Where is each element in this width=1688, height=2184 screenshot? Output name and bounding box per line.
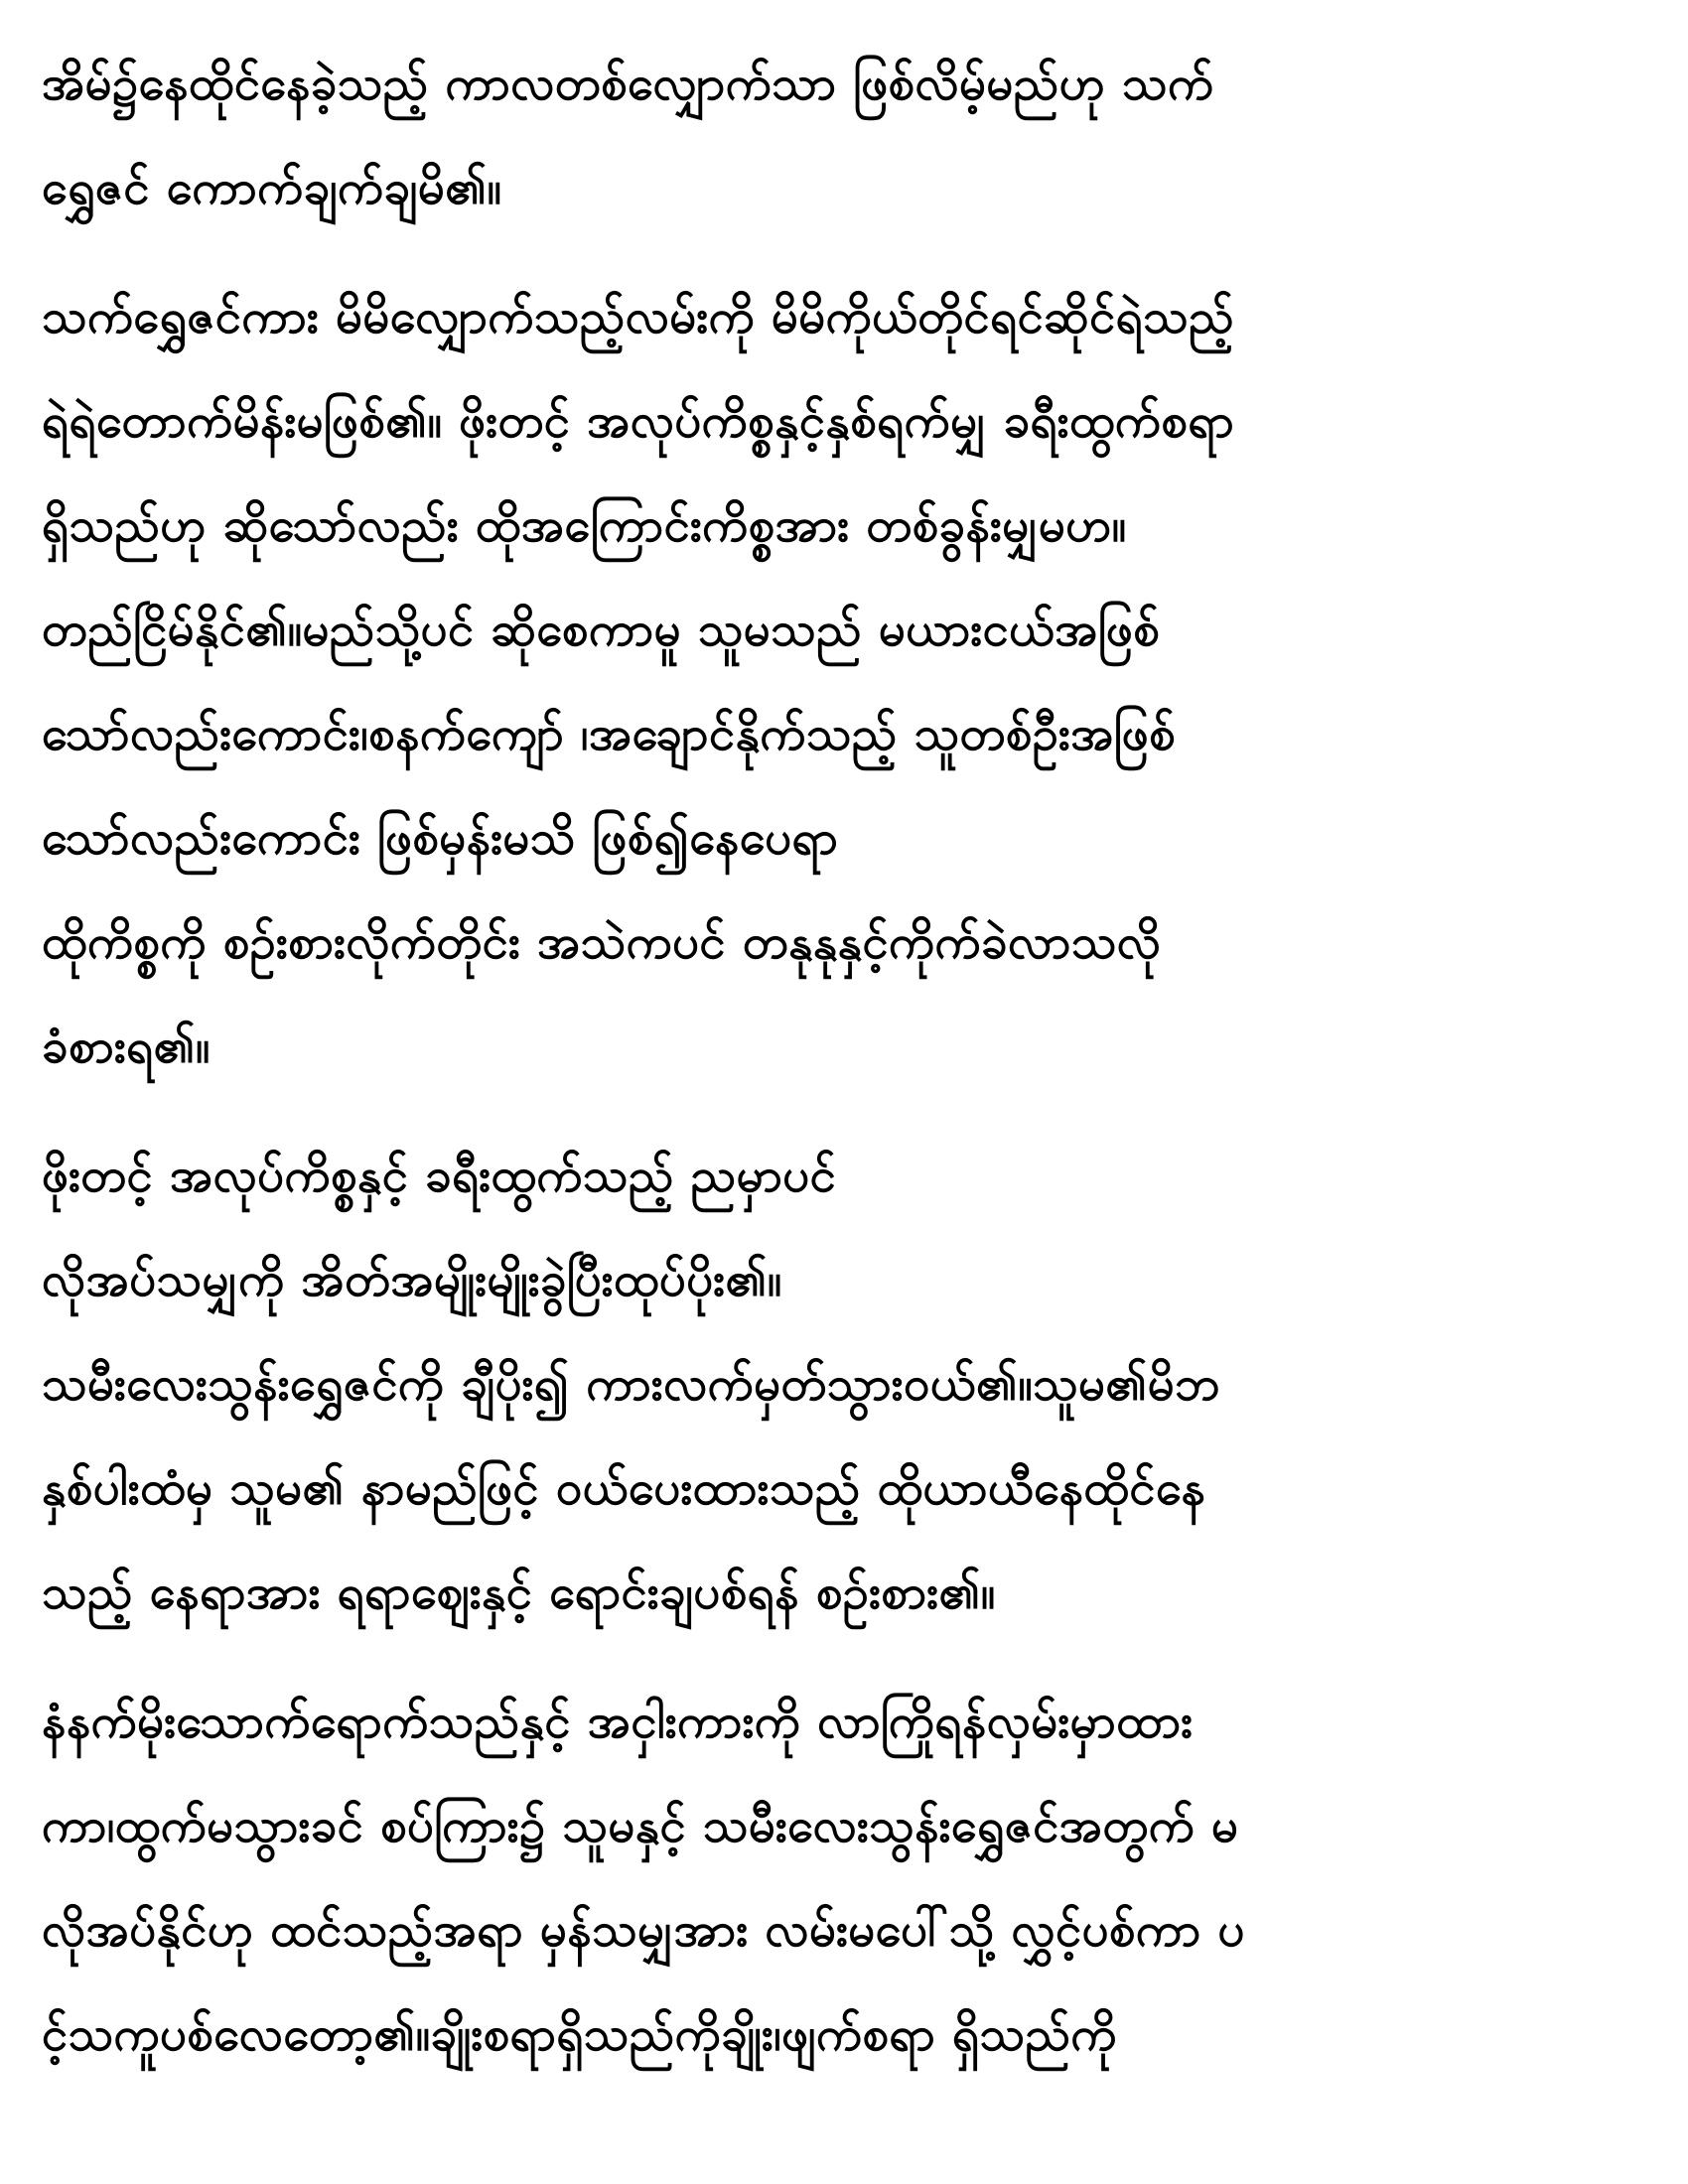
paragraph-3-line-5: သည့် နေရာအား ရရာဈေးနှင့် ရောင်းချပစ်ရန် စဉ်းစား၏။ — [42, 1566, 996, 1620]
paragraph-3-line-2: လိုအပ်သမျှကို အိတ်အမျိုးမျိုးခွဲပြီးထုပ်ပိုး၏။ — [42, 1253, 782, 1307]
paragraph-2-line-4: တည်ငြိမ်နိုင်၏။မည်သို့ပင် ဆိုစေကာမူ သူမသည် မယားငယ်အဖြစ် — [42, 603, 1161, 657]
paragraph-3-line-4: နှစ်ပါးထံမှ သူမ၏ နာမည်ဖြင့် ဝယ်ပေးထားသည့် ထိုယာယီနေထိုင်နေ — [42, 1461, 1206, 1516]
paragraph-3-line-1: ဖိုးတင့် အလုပ်ကိစ္စနှင့် ခရီးထွက်သည့် ညမှာပင် — [42, 1149, 837, 1203]
paragraph-4-line-3: လိုအပ်နိုင်ဟု ထင်သည့်အရာ မှန်သမျှအား လမ်းမပေါ်သို့ လွှင့်ပစ်ကာ ပ — [42, 1903, 1245, 1958]
paragraph-1-line-1: အိမ်၌နေထိုင်နေခဲ့သည့် ကာလတစ်လျှောက်သာ ဖြစ်လိမ့်မည်ဟု သက် — [42, 57, 1214, 111]
paragraph-2-line-6: သော်လည်းကောင်း ဖြစ်မှန်းမသိ ဖြစ်၍နေပေရာ — [42, 811, 839, 866]
paragraph-4-line-1: နံနက်မိုးသောက်ရောက်သည်နှင့် အငှါးကားကို လာကြိုရန်လှမ်းမှာထား — [42, 1695, 1194, 1749]
paragraph-1-line-2: ရွှေဇင် ကောက်ချက်ချမိ၏။ — [42, 161, 502, 215]
paragraph-2-line-8: ခံစားရ၏။ — [42, 1020, 211, 1074]
paragraph-4-line-2: ကာ၊ထွက်မသွားခင် စပ်ကြား၌ သူမနှင့် သမီးလေးသွန်းရွှေဇင်အတွက် မ — [42, 1799, 1239, 1853]
paragraph-2-line-7: ထိုကိစ္စကို စဉ်းစားလိုက်တိုင်း အသဲကပင် တနုနုနှင့်ကိုက်ခဲလာသလို — [42, 915, 1162, 970]
paragraph-2-line-2: ရဲရဲတောက်မိန်းမဖြစ်၏။ ဖိုးတင့် အလုပ်ကိစ္စနှင့်နှစ်ရက်မျှ ခရီးထွက်စရာ — [42, 394, 1235, 449]
paragraph-2-line-3: ရှိသည်ဟု ဆိုသော်လည်း ထိုအကြောင်းကိစ္စအား တစ်ခွန်းမျှမဟ။ — [42, 498, 1127, 553]
paragraph-3-line-3: သမီးလေးသွန်းရွှေဇင်ကို ချီပိုး၍ ကားလက်မှတ်သွားဝယ်၏။သူမ၏မိဘ — [42, 1357, 1220, 1412]
paragraph-4-line-4: င့်သကူပစ်လေတော့၏။ချိုးစရာရှိသည်ကိုချိုး၊ဖျက်စရာ ရှိသည်ကို — [42, 2007, 1117, 2062]
paragraph-2-line-5: သော်လည်းကောင်း၊စနက်ကျော် ၊အချောင်နိုက်သည့် သူတစ်ဦးအဖြစ် — [42, 707, 1177, 761]
paragraph-2-line-1: သက်ရွှေဇင်ကား မိမိလျှောက်သည့်လမ်းကို မိမိကိုယ်တိုင်ရင်ဆိုင်ရဲသည့် — [42, 290, 1235, 344]
